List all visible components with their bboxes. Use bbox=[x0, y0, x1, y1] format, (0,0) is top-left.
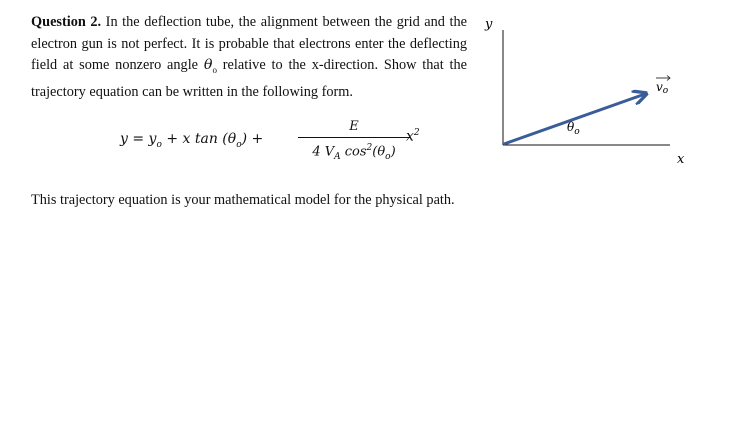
den-subscript-theta: o bbox=[385, 151, 391, 162]
theta-subscript: o bbox=[212, 65, 217, 76]
equation-plus: ) + bbox=[241, 131, 264, 147]
equation-y-term: y = y bbox=[120, 131, 157, 147]
equation-numerator: E bbox=[349, 119, 359, 134]
den-subscript-a: A bbox=[334, 151, 341, 162]
equation-tan-term: + x tan (θ bbox=[161, 131, 237, 147]
theta-symbol: θ bbox=[203, 57, 213, 74]
equation-y-subscript: o bbox=[156, 139, 162, 150]
x-axis-label: x bbox=[677, 152, 685, 167]
den-part-close: ) bbox=[390, 144, 396, 160]
vector-label: vo bbox=[656, 80, 669, 96]
question-text-part-1: In the deflection tube, the alignment between the grid and the electron gun is not perfect. It is probable that electrons enter the deflecting field at some nonzero angle bbox=[31, 14, 467, 74]
den-part-cos: cos bbox=[340, 144, 367, 160]
equation-theta-subscript: o bbox=[236, 139, 242, 150]
y-axis-label: y bbox=[485, 17, 493, 32]
question-text-part-2: relative to the x-direction. Show that the trajectory equation can be written in the following form. bbox=[31, 57, 467, 100]
model-note: This trajectory equation is your mathematical model for the physical path. bbox=[31, 192, 455, 208]
x-term: x bbox=[406, 128, 414, 145]
x-superscript: 2 bbox=[413, 128, 420, 138]
question-label: Question 2. bbox=[31, 14, 102, 30]
angle-label: $\theta_o$ bbox=[567, 120, 580, 137]
den-part-theta: (θ bbox=[372, 144, 386, 160]
den-superscript: 2 bbox=[366, 143, 373, 153]
den-part-a: 4 V bbox=[312, 144, 335, 160]
